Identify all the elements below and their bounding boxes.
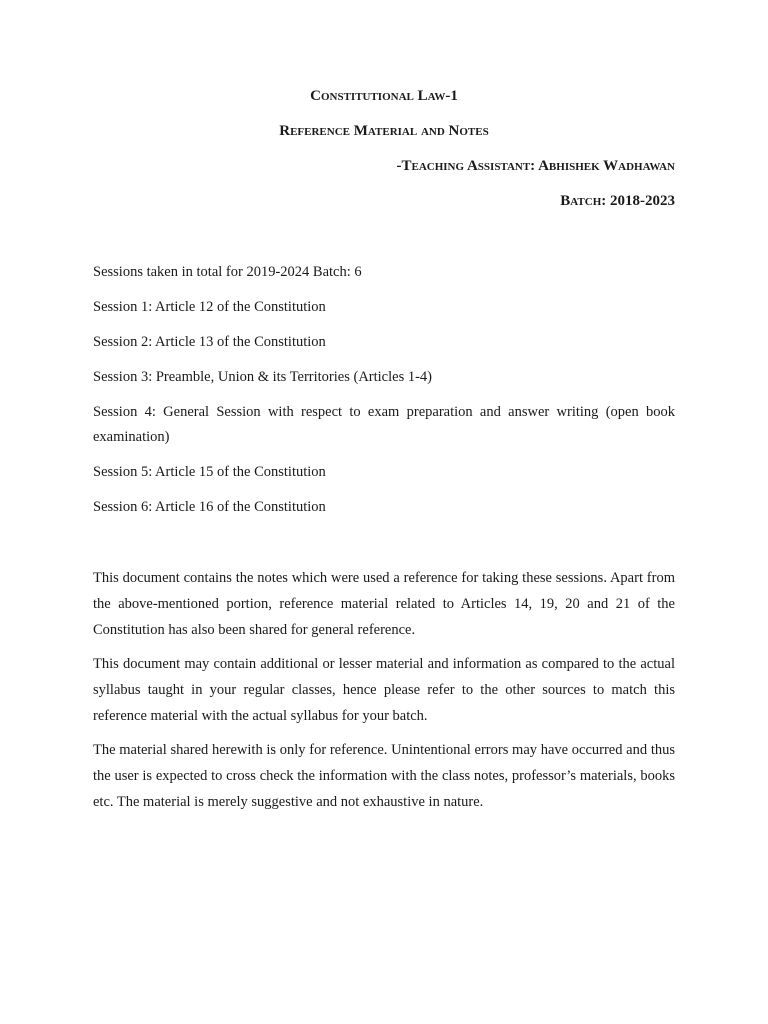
notes-paragraph: This document contains the notes which were used a reference for taking these sessions. Apart from the above-mentioned portion, reference material related to Articles 14, 19, 20 and 21 of the Constitution has also been shared for general reference. bbox=[93, 570, 675, 638]
document-page bbox=[93, 0, 675, 1024]
session-item: Session 5: Article 15 of the Constitution bbox=[93, 464, 326, 480]
session-item: Session 3: Preamble, Union & its Territories (Articles 1-4) bbox=[93, 369, 433, 385]
batch-line: Batch: 2018-2023 bbox=[560, 193, 675, 209]
teaching-assistant-line: -Teaching Assistant: Abhishek Wadhawan bbox=[396, 158, 675, 174]
session-item: Session 6: Article 16 of the Constitution bbox=[93, 499, 326, 515]
document-subtitle: Reference Material and Notes bbox=[279, 123, 489, 139]
session-list bbox=[93, 260, 675, 530]
sessions-intro: Sessions taken in total for 2019-2024 Batch: 6 bbox=[93, 264, 362, 280]
notes-paragraph: The material shared herewith is only for reference. Unintentional errors may have occurred and thus the user is expected to cross check the information with the class notes, professor’s materials, books etc. The material is merely suggestive and not exhaustive in nature. bbox=[93, 742, 675, 810]
session-item: Session 4: General Session with respect to exam preparation and answer writing (open book examination) bbox=[93, 404, 675, 445]
document-title: Constitutional Law-1 bbox=[310, 88, 458, 104]
notes-paragraph: This document may contain additional or lesser material and information as compared to the actual syllabus taught in your regular classes, hence please refer to the other sources to match this reference material with the actual syllabus for your batch. bbox=[93, 656, 675, 724]
session-item: Session 2: Article 13 of the Constitution bbox=[93, 334, 326, 350]
notes-section bbox=[93, 565, 675, 823]
session-item: Session 1: Article 12 of the Constitution bbox=[93, 299, 326, 315]
